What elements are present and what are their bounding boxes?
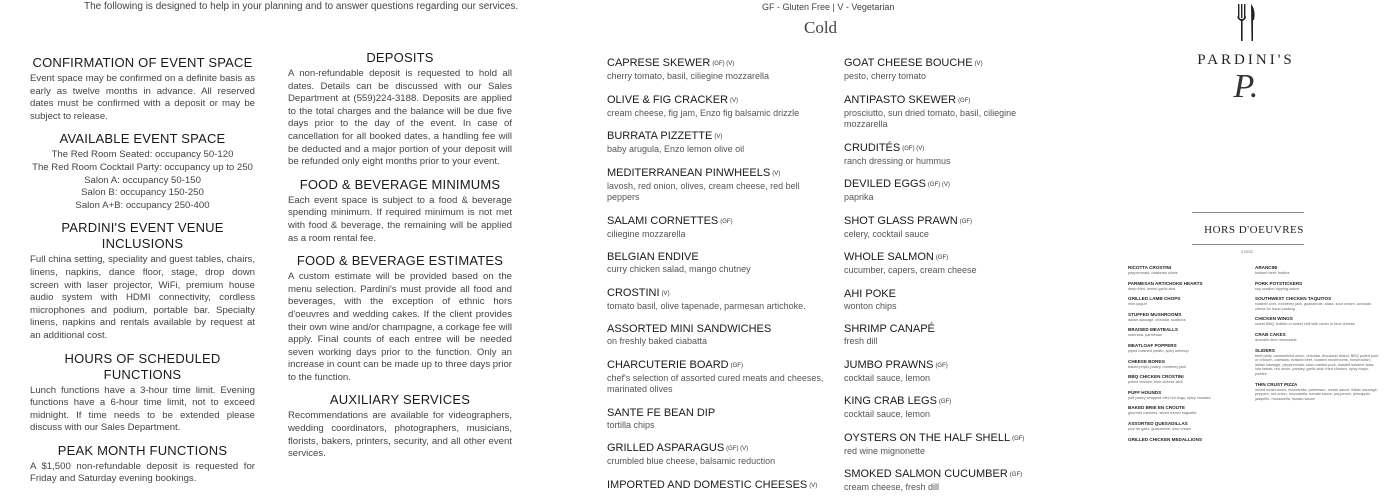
- item-description: marinara, parmesan: [1128, 333, 1162, 338]
- section-text: A custom estimate will be provided based on the menu selection. Pardini's must provide all food and beverages, with the exception of ethnic hors d'oeuvres and wedding cakes. If the client provides their own wine and/or champagne, a corkage fee will apply. Final counts of each entree will be needed seven working days prior to the function. Only an increase in count can be made up to three days prior to the function.: [288, 271, 512, 383]
- hors-doeuvre-item: [1255, 332, 1380, 343]
- item-name: [844, 358, 1059, 373]
- item-description: mixed mushrooms, mozzarella, parmesan, cream sauce; italian sausage, peppers, red onion, mozzarella, tomato sauce; pepperoni, pineapple, jalapeño, mozzarella, tomato sauce: [1255, 387, 1378, 401]
- item-name: [607, 214, 832, 229]
- item-description: cocktail sauce, lemon: [844, 409, 931, 419]
- section-fb-estimates: [288, 253, 512, 384]
- item-name: [844, 141, 1059, 156]
- dietary-tag: (GF): [935, 362, 948, 369]
- item-name: PUFF HOUNDS: [1128, 389, 1162, 395]
- item-description: wonton chips: [844, 300, 897, 311]
- item-name: [607, 286, 832, 301]
- dietary-tag: (V): [809, 482, 818, 489]
- item-name: GRILLED LAMB CHOPS: [1128, 296, 1181, 302]
- item-description: baby arugula, Enzo lemon olive oil: [607, 144, 745, 154]
- section-title: HOURS OF SCHEDULED FUNCTIONS: [64, 350, 221, 382]
- item-name: [607, 441, 832, 456]
- item-name: ASSORTED QUESADILLAS: [1128, 420, 1188, 426]
- section-hours: [30, 351, 255, 435]
- section-text: A non-refundable deposit is requested to hold all dates. Details can be discussed with our Sales Department at (559)224-3188. Deposits are applied to the total charges and the balance will be due five days prior to the day of the event. In case of cancellation for all booked dates, a handling fee will be deducted and a major portion of your deposit will be refunded only eight months prior to your event.: [288, 68, 512, 168]
- item-description: tortilla chips: [607, 419, 655, 430]
- item-name: BRAISED MEATBALLS: [1128, 327, 1178, 333]
- item-name: [844, 250, 1059, 265]
- quantity-note: 2 DOZ.: [1241, 249, 1254, 254]
- hors-doeuvre-item: [1128, 296, 1240, 307]
- item-name: STUFFED MUSHROOMS: [1128, 311, 1182, 317]
- item-description: ciliegine mozzarella: [607, 228, 686, 239]
- hors-doeuvre-item: [1255, 348, 1380, 377]
- section-text: A $1,500 non-refundable deposit is requested for Friday and Saturday evening bookings.: [30, 460, 255, 485]
- section-text: Recommendations are available for videographers, wedding coordinators, photographers, musicians, florists, bakers, printers, security, and all other event services.: [288, 410, 512, 460]
- hors-doeuvre-item: [1128, 327, 1240, 338]
- item-name-text: WHOLE SALMON: [844, 251, 934, 263]
- hors-doeuvre-item: [1255, 265, 1380, 276]
- room-line: The Red Room Cocktail Party: occupancy up to 250: [32, 161, 253, 173]
- brand-name: PARDINI'S: [1197, 52, 1295, 68]
- dietary-tag: (GF): [1009, 472, 1023, 478]
- item-name: [844, 287, 1059, 301]
- item-name: [607, 406, 832, 420]
- hors-doeuvres-panel: [1128, 212, 1380, 448]
- item-name: SLIDERS: [1255, 347, 1275, 353]
- item-description: pulled chicken, blue cheese aioli: [1128, 380, 1183, 385]
- menu-item: [607, 322, 832, 348]
- dietary-tag: (V): [730, 97, 739, 104]
- item-description: gourmet crackers, sliced french baguette: [1128, 411, 1197, 416]
- item-name: [844, 93, 1059, 108]
- item-name: GRILLED CHICKEN MEDALLIONS: [1128, 436, 1203, 442]
- item-description: pepperonata, calabrian olives: [1128, 271, 1178, 275]
- divider: [1192, 244, 1304, 245]
- item-name-text: CHARCUTERIE BOARD: [607, 358, 729, 371]
- item-name: CHICKEN WINGS: [1255, 316, 1293, 322]
- menu-item: [607, 129, 832, 156]
- dietary-tag: (GF) (V): [902, 145, 925, 152]
- item-description: red wine mignonette: [844, 445, 926, 456]
- item-name: SOUTHWEST CHICKEN TAQUITOS: [1255, 296, 1332, 302]
- item-name: ARANCINI: [1255, 265, 1278, 270]
- item-name-text: SHOT GLASS PRAWN: [844, 214, 958, 227]
- item-name-text: BURRATA PIZZETTE: [607, 130, 713, 142]
- item-description: pico de gallo, guacamole, sour cream: [1128, 426, 1192, 431]
- hors-doeuvre-item: [1128, 343, 1240, 354]
- item-description: roasted corn, monterey jack, guacamole, salsa, sour cream, avocado crema for hand passing: [1255, 302, 1372, 311]
- section-inclusions: [30, 220, 255, 342]
- dietary-tag: (GF): [959, 218, 973, 225]
- item-name: [844, 394, 1059, 409]
- section-text: Lunch functions have a 3-hour time limit. Evening functions have a 6-hour time limit, not to exceed midnight. If time needs to be extended please discuss with our Sales Department.: [30, 384, 255, 434]
- item-name-text: SALAMI CORNETTES: [607, 214, 719, 227]
- menu-item: [607, 478, 832, 493]
- item-name-text: OYSTERS ON THE HALF SHELL: [844, 431, 1011, 444]
- item-name-text: SANTE FE BEAN DIP: [607, 406, 716, 419]
- menu-item: [844, 467, 1059, 494]
- section-text: Each event space is subject to a food & beverage spending minimum. If required minimum is not met with food & beverage, the remaining will be applied as a room rental fee.: [288, 194, 512, 244]
- dietary-tag: (GF): [935, 255, 949, 261]
- item-name-text: CRUDITÉS: [844, 141, 901, 154]
- divider: [1192, 212, 1304, 213]
- menu-item: [844, 431, 1059, 458]
- item-name: THIN CRUST PIZZA: [1255, 381, 1298, 387]
- dietary-tag: (GF) (V): [927, 182, 950, 188]
- menu-item: [607, 441, 832, 468]
- menu-item: [844, 250, 1059, 277]
- hors-doeuvre-item: [1128, 405, 1240, 416]
- dietary-tag: (GF): [720, 218, 733, 225]
- item-name-text: SMOKED SALMON CUCUMBER: [844, 468, 1008, 480]
- item-name: [607, 250, 832, 264]
- item-name: PARMESAN ARTICHOKE HEARTS: [1128, 280, 1203, 286]
- hors-doeuvres-title: HORS D'OEUVRES: [1204, 224, 1304, 236]
- pardinis-logo: [1180, 2, 1312, 105]
- section-text: Full china setting, speciality and guest tables, chairs, linens, napkins, dance floor, stage, drop down screen with laser projector, WiFi, premium house audio system with HDMI connectivity, cordless microphones and podium, portable bar. Specialty linens, napkins and rentals available by request at an additional cost.: [30, 254, 255, 341]
- room-line: The Red Room Seated: occupancy 50-120: [51, 149, 234, 161]
- section-event-space: [30, 131, 255, 212]
- menu-heading-cold: Cold: [804, 18, 838, 37]
- item-name: [607, 358, 832, 373]
- hors-doeuvre-item: [1128, 374, 1240, 385]
- menu-item: [844, 177, 1059, 204]
- item-description: italian sausage, cheddar, scallions: [1128, 317, 1186, 322]
- dietary-legend: GF - Gluten Free | V - Vegetarian: [762, 2, 895, 12]
- hors-doeuvres-left: [1128, 265, 1240, 448]
- policies-left-column: [30, 55, 255, 494]
- item-name-text: ASSORTED MINI SANDWICHES: [607, 323, 772, 335]
- dietary-tag: (V): [974, 61, 983, 67]
- menu-item: [607, 56, 832, 83]
- item-name: [844, 431, 1059, 446]
- hors-doeuvre-item: [1255, 316, 1380, 327]
- item-description: paprika: [844, 192, 874, 202]
- hors-doeuvre-item: [1128, 265, 1240, 276]
- item-description: puff pastry wrapped mini hot dogs, spicy mustard: [1128, 395, 1211, 400]
- menu-item: [844, 287, 1059, 313]
- menu-item: [844, 394, 1059, 421]
- section-confirmation: [30, 55, 255, 123]
- item-name: [844, 214, 1059, 229]
- policies-right-column: [288, 50, 512, 469]
- menu-item: [844, 56, 1059, 83]
- section-title: DEPOSITS: [366, 50, 434, 65]
- intro-text: The following is designed to help in your planning and to answer questions regarding our services.: [84, 1, 519, 12]
- item-description: cream cheese, fresh dill: [844, 482, 940, 492]
- menu-item: [844, 93, 1059, 131]
- item-description: piped mashed potato, spicy ketchup: [1128, 348, 1189, 353]
- room-line: Salon A+B: occupancy 250-400: [75, 199, 210, 211]
- dietary-tag: (GF): [1012, 435, 1025, 442]
- item-name-text: SHRIMP CANAPÉ: [844, 323, 935, 335]
- item-name: BBQ CHICKEN CROSTINI: [1128, 374, 1184, 380]
- item-description: cherry tomato, basil, ciliegine mozzarella: [607, 71, 770, 81]
- item-name-text: GOAT CHEESE BOUCHE: [844, 57, 973, 69]
- dietary-tag: (GF): [730, 362, 743, 369]
- item-name: [607, 93, 832, 108]
- item-name: MEATLOAF POPPERS: [1128, 342, 1177, 348]
- item-description: ranch dressing or hummus: [844, 155, 951, 166]
- section-peak-month: [30, 443, 255, 486]
- item-description: beef patty, caramelized onion, cheddar, thousand island; BBQ pulled pork or chicken, coleslaw; braised beef, roasted mushrooms, horseradish; italian sausage, pepperonata; slow roasted pork, toasted sesame slaw; lula kebab, red onion, parsley, garlic aioli; fried chicken, spicy mayo, pickles: [1255, 353, 1379, 376]
- hors-doeuvres-right: [1255, 265, 1380, 448]
- section-text: Event space may be confirmed on a definite basis as early as twelve months in advance. All reserved dates must be confirmed with a deposit or may be subject to release.: [30, 73, 255, 122]
- menu-item: [607, 286, 832, 313]
- item-name-text: AHI POKE: [844, 287, 896, 300]
- dietary-tag: (V): [661, 290, 670, 297]
- item-description: pesto, cherry tomato: [844, 71, 927, 81]
- hors-doeuvre-item: [1128, 437, 1240, 443]
- item-description: avocado-lime remoulade: [1255, 337, 1297, 342]
- section-auxiliary: [288, 392, 512, 460]
- item-description: prosciutto, sun dried tomato, basil, ciliegine mozzarella: [844, 107, 1017, 129]
- item-description: on freshly baked ciabatta: [607, 336, 708, 346]
- item-description: braised beef, fontina: [1255, 271, 1290, 275]
- item-description: lavosh, red onion, olives, cream cheese, red bell peppers: [607, 180, 800, 202]
- menu-item: [607, 358, 832, 396]
- hors-doeuvre-item: [1128, 390, 1240, 401]
- item-name: [607, 166, 832, 181]
- menu-item: [607, 250, 832, 276]
- item-description: cocktail sauce, lemon: [844, 372, 931, 383]
- item-name-text: ANTIPASTO SKEWER: [844, 93, 957, 106]
- hors-doeuvre-item: [1128, 421, 1240, 432]
- section-title: PARDINI'S EVENT VENUE INCLUSIONS: [61, 220, 224, 252]
- menu-item: [607, 93, 832, 120]
- section-title: CONFIRMATION OF EVENT SPACE: [32, 55, 253, 70]
- section-title: PEAK MONTH FUNCTIONS: [57, 442, 228, 458]
- item-name-text: IMPORTED AND DOMESTIC CHEESES: [607, 478, 808, 491]
- item-description: crumbled blue cheese, balsamic reduction: [607, 456, 776, 466]
- item-name: CHEESE BOREG: [1128, 358, 1166, 364]
- hors-doeuvre-item: [1128, 281, 1240, 292]
- dietary-tag: (V): [714, 134, 723, 140]
- item-description: tomato basil, olive tapenade, parmesan artichoke.: [607, 300, 806, 311]
- item-name-text: CROSTINI: [607, 286, 660, 299]
- item-name: [844, 322, 1059, 336]
- item-description: fresh dill: [844, 336, 878, 346]
- item-name-text: GRILLED ASPARAGUS: [607, 442, 725, 454]
- item-description: cream cheese, fig jam, Enzo fig balsamic drizzle: [607, 107, 800, 118]
- item-name: [844, 56, 1059, 71]
- cold-menu-column-right: [844, 56, 1059, 500]
- item-name: PORK POTSTICKERS: [1255, 280, 1303, 286]
- section-title: FOOD & BEVERAGE ESTIMATES: [296, 253, 504, 269]
- cold-menu-column-left: [607, 56, 832, 500]
- hors-doeuvre-item: [1255, 281, 1380, 292]
- item-name-text: CAPRESE SKEWER: [607, 57, 711, 69]
- item-name: [607, 129, 832, 144]
- dietary-tag: (GF): [958, 97, 971, 104]
- item-description: deep fried, lemon garlic aioli: [1128, 286, 1176, 291]
- item-name-text: DEVILED EGGS: [844, 178, 926, 190]
- menu-item: [844, 322, 1059, 348]
- menu-item: [607, 214, 832, 241]
- dietary-tag: (V): [772, 170, 781, 177]
- item-name-text: OLIVE & FIG CRACKER: [607, 93, 729, 106]
- dietary-tag: (GF) (V): [712, 61, 735, 67]
- item-name-text: JUMBO PRAWNS: [844, 358, 934, 371]
- section-title: AVAILABLE EVENT SPACE: [59, 131, 226, 147]
- item-name: BAKED BRIE EN CROUTE: [1128, 405, 1185, 411]
- item-description: curry chicken salad, mango chutney: [607, 264, 751, 274]
- brand-monogram: P.: [1233, 68, 1259, 105]
- item-name-text: MEDITERRANEAN PINWHEELS: [607, 166, 771, 179]
- menu-item: [844, 358, 1059, 385]
- menu-item: [844, 141, 1059, 168]
- item-name: [844, 177, 1059, 192]
- item-name: [607, 322, 832, 336]
- item-description: mint yogurt: [1128, 302, 1147, 307]
- item-name: [607, 56, 832, 71]
- item-description: chef's selection of assorted cured meats and cheeses, marinated olives: [607, 372, 824, 394]
- item-name: RICOTTA CROSTINI: [1128, 265, 1172, 270]
- hors-doeuvre-item: [1255, 382, 1380, 402]
- item-description: cucumber, capers, cream cheese: [844, 265, 977, 275]
- section-deposits: [288, 50, 512, 169]
- hors-doeuvre-item: [1255, 296, 1380, 311]
- dietary-tag: (GF): [938, 399, 952, 405]
- menu-item: [607, 166, 832, 204]
- hors-doeuvre-item: [1128, 312, 1240, 323]
- menu-item: [607, 406, 832, 432]
- item-name: [607, 478, 832, 493]
- item-name-text: KING CRAB LEGS: [844, 395, 937, 407]
- section-title: AUXILIARY SERVICES: [329, 392, 471, 408]
- item-description: soy scallion dipping sauce: [1255, 286, 1300, 291]
- menu-item: [844, 214, 1059, 241]
- dietary-tag: (GF) (V): [726, 446, 749, 452]
- item-description: sweet BBQ, buffalo or sweet chili with ranch or blue cheese: [1255, 322, 1355, 327]
- item-name: CRAB CAKES: [1255, 331, 1286, 337]
- item-name-text: BELGIAN ENDIVE: [607, 251, 699, 263]
- item-description: celery, cocktail sauce: [844, 228, 929, 239]
- section-title: FOOD & BEVERAGE MINIMUMS: [299, 176, 501, 192]
- fork-icon: [1231, 2, 1261, 42]
- room-line: Salon B: occupancy 150-250: [81, 187, 204, 199]
- item-name: [844, 467, 1059, 482]
- room-line: Salon A: occupancy 50-150: [84, 174, 201, 186]
- section-fb-minimums: [288, 177, 512, 245]
- hors-doeuvre-item: [1128, 359, 1240, 370]
- item-description: baked phyllo pastry, monterey jack: [1128, 364, 1187, 369]
